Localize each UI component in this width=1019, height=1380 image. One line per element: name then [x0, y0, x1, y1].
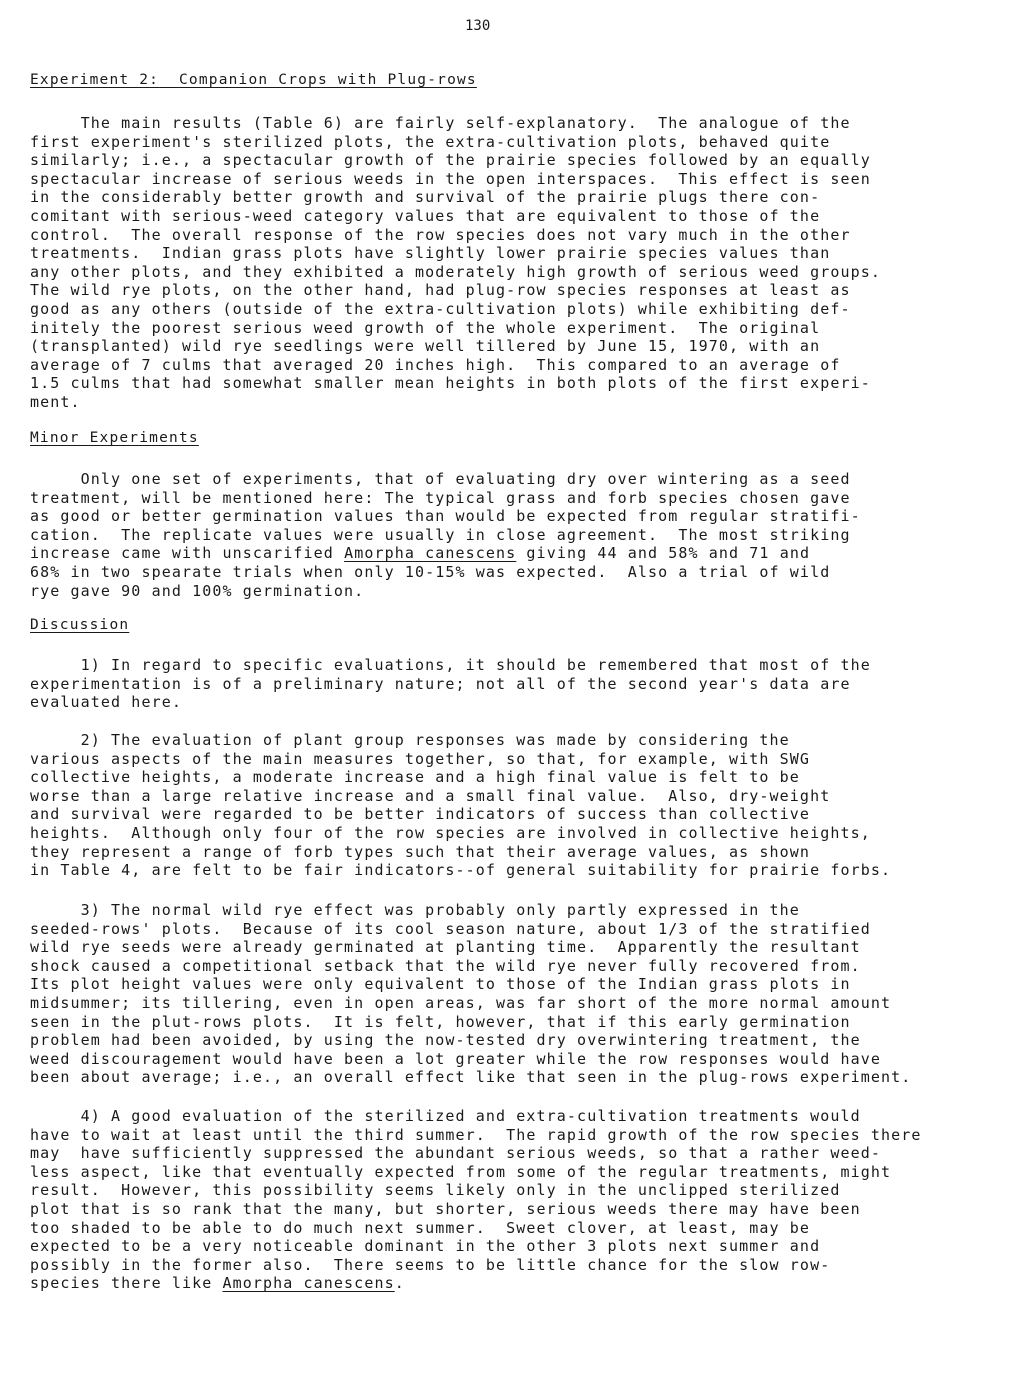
page-number: 130: [465, 18, 491, 34]
item-4-text-end: .: [394, 1274, 405, 1293]
species-name-amorpha: Amorpha canescens: [344, 544, 517, 563]
discussion-item-4: [30, 1107, 1019, 1293]
minor-text-start: Only one set of experiments, that of evaluating dry over wintering as a seed treatment, will be mentioned here: The typical grass and forb species chosen gave as good or better germination values than would be expected from regular stratifi- cation. The replicate values were usually in close agreement. The most striking increase came with unscarified: [30, 470, 861, 563]
discussion-item-2: 2) The evaluation of plant group responses was made by considering the various aspects of the main measures together, so that, for example, with SWG collective heights, a moderate increase and a high final value is felt to be worse than a large relative increase and a small final value. Also, dry-weight and survival were regarded to be better indicators of success than collective heights. Although only four of the row species are involved in collective heights, they represent a range of forb types such that their average values, as shown in Table 4, are felt to be fair indicators--of general suitability for prairie forbs.: [30, 731, 892, 880]
species-name-amorpha-2: Amorpha canescens: [222, 1274, 395, 1293]
item-4-text-start: 4) A good evaluation of the sterilized and extra-cultivation treatments would have to wait at least until the third summer. The rapid growth of the row species there may have sufficiently suppressed the abundant serious weeds, so that a rather weed- less aspect, like that eventually expected from some of the regular treatments, might result. However, this possibility seems likely only in the unclipped sterilized plot that is so rank that the many, but shorter, serious weeds there may have been too shaded to be able to do much next summer. Sweet clover, at least, may be expected to be a very noticeable dominant in the other 3 plots next summer and possibly in the former also. There seems to be little chance for the slow row- species there like: [30, 1107, 922, 1293]
experiment-2-heading: [30, 72, 477, 88]
experiment-2-title: Companion Crops with Plug-rows: [178, 72, 477, 88]
minor-text-end: giving 44 and 58% and 71 and 68% in two spearate trials when only 10-15% was expected. Also a trial of wild rye gave 90 and 100% germination.: [30, 544, 831, 600]
minor-experiments-heading: Minor Experiments: [30, 430, 199, 446]
minor-experiments-paragraph: [30, 470, 1019, 600]
discussion-heading: Discussion: [30, 617, 130, 633]
discussion-item-3: 3) The normal wild rye effect was probably only partly expressed in the seeded-rows' plots. Because of its cool season nature, about 1/3 of the stratified wild rye seeds were already germinated at planting time. Apparently the resultant shock caused a competitional setback that the wild rye never fully recovered from. Its plot height values were only equivalent to those of the Indian grass plots in midsummer; its tillering, even in open areas, was far short of the more normal amount seen in the plut-rows plots. It is felt, however, that if this early germination problem had been avoided, by using the now-tested dry overwintering treatment, the weed discouragement would have been a lot greater while the row responses would have been about average; i.e., an overall effect like that seen in the plug-rows experiment.: [30, 901, 912, 1087]
experiment-2-paragraph: The main results (Table 6) are fairly self-explanatory. The analogue of the first experiment's sterilized plots, the extra-cultivation plots, behaved quite similarly; i.e., a spectacular growth of the prairie species followed by an equally spectacular increase of serious weeds in the open interspaces. This effect is seen in the considerably better growth and survival of the prairie plugs there con- comitant with serious-weed category values that are equivalent to those of the control. The overall response of the row species does not vary much in the other treatments. Indian grass plots have slightly lower prairie species values than any other plots, and they exhibited a moderately high growth of serious weed groups. The wild rye plots, on the other hand, had plug-row species responses at least as good as any others (outside of the extra-cultivation plots) while exhibiting def- initely the poorest serious weed growth of the whole experiment. The original (transplanted) wild rye seedlings were well tillered by June 15, 1970, with an average of 7 culms that averaged 20 inches high. This compared to an average of 1.5 culms that had somewhat smaller mean heights in both plots of the first experi- ment.: [30, 114, 881, 411]
discussion-item-1: 1) In regard to specific evaluations, it should be remembered that most of the experimentation is of a preliminary nature; not all of the second year's data are evaluated here.: [30, 656, 871, 712]
experiment-2-label: Experiment 2:: [30, 72, 160, 88]
